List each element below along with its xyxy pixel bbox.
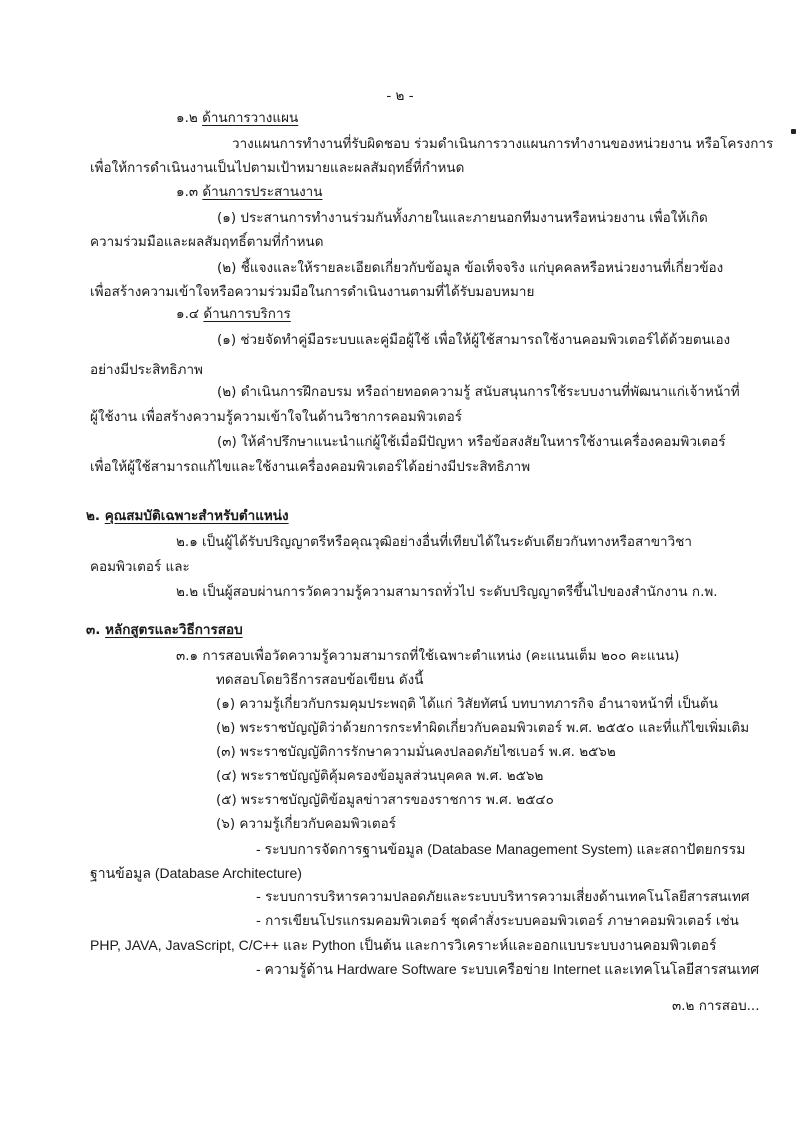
list-item-line: อย่างมีประสิทธิภาพ [90,362,203,378]
paragraph-line: วางแผนการทำงานที่รับผิดชอบ ร่วมดำเนินการวางแผนการทำงานของหน่วยงาน หรือโครงการ [232,136,774,152]
sub-topic-line: - ระบบการจัดการฐานข้อมูล (Database Management System) และสถาปัตยกรรม [256,841,746,857]
exam-topic: (๓) พระราชบัญญัติการรักษาความมั่นคงปลอดภัยไซเบอร์ พ.ศ. ๒๕๖๒ [216,744,616,760]
continuation-marker: ๓.๒ การสอบ... [672,998,760,1014]
exam-topic: (๔) พระราชบัญญัติคุ้มครองข้อมูลส่วนบุคคล พ.ศ. ๒๕๖๒ [216,768,544,784]
subsection-3-1-line: ทดสอบโดยวิธีการสอบข้อเขียน ดังนี้ [216,672,424,688]
subsection-1-3-heading [176,182,323,202]
subsection-1-4-heading [176,304,291,324]
sub-topic-line: PHP, JAVA, JavaScript, C/C++ และ Python เป็นต้น และการวิเคราะห์และออกแบบระบบงานคอมพิวเตอร์ [90,937,717,953]
sub-topic-line: - ความรู้ด้าน Hardware Software ระบบเครือข่าย Internet และเทคโนโลยีสารสนเทศ [256,961,760,977]
paragraph-line: เพื่อให้การดำเนินงานเป็นไปตามเป้าหมายและผลสัมฤทธิ์ที่กำหนด [90,160,465,176]
exam-topic: (๖) ความรู้เกี่ยวกับคอมพิวเตอร์ [216,816,397,832]
list-item-line: (๒) ดำเนินการฝึกอบรม หรือถ่ายทอดความรู้ สนับสนุนการใช้ระบบงานที่พัฒนาแก่เจ้าหน้าที่ [217,384,740,400]
exam-topic: (๕) พระราชบัญญัติข้อมูลข่าวสารของราชการ พ.ศ. ๒๕๔๐ [216,792,554,808]
subsection-title: ด้านการประสานงาน [202,184,323,200]
subsection-1-2-heading [176,108,298,128]
subsection-number: ๑.๔ [176,306,200,322]
section-2-heading [86,506,289,526]
list-item-line: ผู้ใช้งาน เพื่อสร้างความรู้ความเข้าใจในด้านวิชาการคอมพิวเตอร์ [90,409,462,425]
list-item-line: (๑) ช่วยจัดทำคู่มือระบบและคู่มือผู้ใช้ เพื่อให้ผู้ใช้สามารถใช้งานคอมพิวเตอร์ได้ด้วยตนเอง [217,332,731,348]
subsection-title: ด้านการวางแผน [202,110,299,126]
list-item-line: ความร่วมมือและผลสัมฤทธิ์ตามที่กำหนด [90,234,324,250]
exam-topic: (๑) ความรู้เกี่ยวกับกรมคุมประพฤติ ได้แก่ วิสัยทัศน์ บทบาทภารกิจ อำนาจหน้าที่ เป็นต้น [216,696,718,712]
list-item-line: คอมพิวเตอร์ และ [90,559,190,575]
section-number: ๓. [86,622,101,638]
subsection-number: ๑.๒ [176,110,198,126]
subsection-3-1-line: ๓.๑ การสอบเพื่อวัดความรู้ความสามารถที่ใช้เฉพาะตำแหน่ง (คะแนนเต็ม ๒๐๐ คะแนน) [176,648,680,664]
section-title: หลักสูตรและวิธีการสอบ [105,622,243,638]
list-item-line: (๓) ให้คำปรึกษาแนะนำแก่ผู้ใช้เมื่อมีปัญหา หรือข้อสงสัยในหารใช้งานเครื่องคอมพิวเตอร์ [217,434,726,450]
subsection-number: ๑.๓ [176,184,199,200]
list-item-line: ๒.๒ เป็นผู้สอบผ่านการวัดความรู้ความสามารถทั่วไป ระดับปริญญาตรีขึ้นไปของสำนักงาน ก.พ. [176,584,718,600]
section-title: คุณสมบัติเฉพาะสำหรับตำแหน่ง [104,508,289,524]
list-item-line: (๑) ประสานการทำงานร่วมกันทั้งภายในและภายนอกทีมงานหรือหน่วยงาน เพื่อให้เกิด [217,210,708,226]
sub-topic-line: - การเขียนโปรแกรมคอมพิวเตอร์ ชุดคำสั่งระบบคอมพิวเตอร์ ภาษาคอมพิวเตอร์ เช่น [256,913,739,929]
sub-topic-line: - ระบบการบริหารความปลอดภัยและระบบบริหารความเสี่ยงด้านเทคโนโลยีสารสนเทศ [256,889,750,905]
scan-mark [791,129,796,134]
subsection-title: ด้านการบริการ [203,306,291,322]
list-item-line: เพื่อสร้างความเข้าใจหรือความร่วมมือในการดำเนินงานตามที่ได้รับมอบหมาย [90,284,535,300]
list-item-line: (๒) ชี้แจงและให้รายละเอียดเกี่ยวกับข้อมูล ข้อเท็จจริง แก่บุคคลหรือหน่วยงานที่เกี่ยวข้อง [217,260,724,276]
section-number: ๒. [86,508,101,524]
sub-topic-line: ฐานข้อมูล (Database Architecture) [90,865,302,881]
section-3-heading [86,620,243,640]
exam-topic: (๒) พระราชบัญญัติว่าด้วยการกระทำผิดเกี่ยวกับคอมพิวเตอร์ พ.ศ. ๒๕๕๐ และที่แก้ไขเพิ่มเติม [216,720,750,736]
list-item-line: เพื่อให้ผู้ใช้สามารถแก้ไขและใช้งานเครื่องคอมพิวเตอร์ได้อย่างมีประสิทธิภาพ [90,459,531,475]
page-number: - ๒ - [386,88,414,104]
list-item-line: ๒.๑ เป็นผู้ได้รับปริญญาตรีหรือคุณวุฒิอย่างอื่นที่เทียบได้ในระดับเดียวกันทางหรือสาขาวิชา [176,534,692,550]
